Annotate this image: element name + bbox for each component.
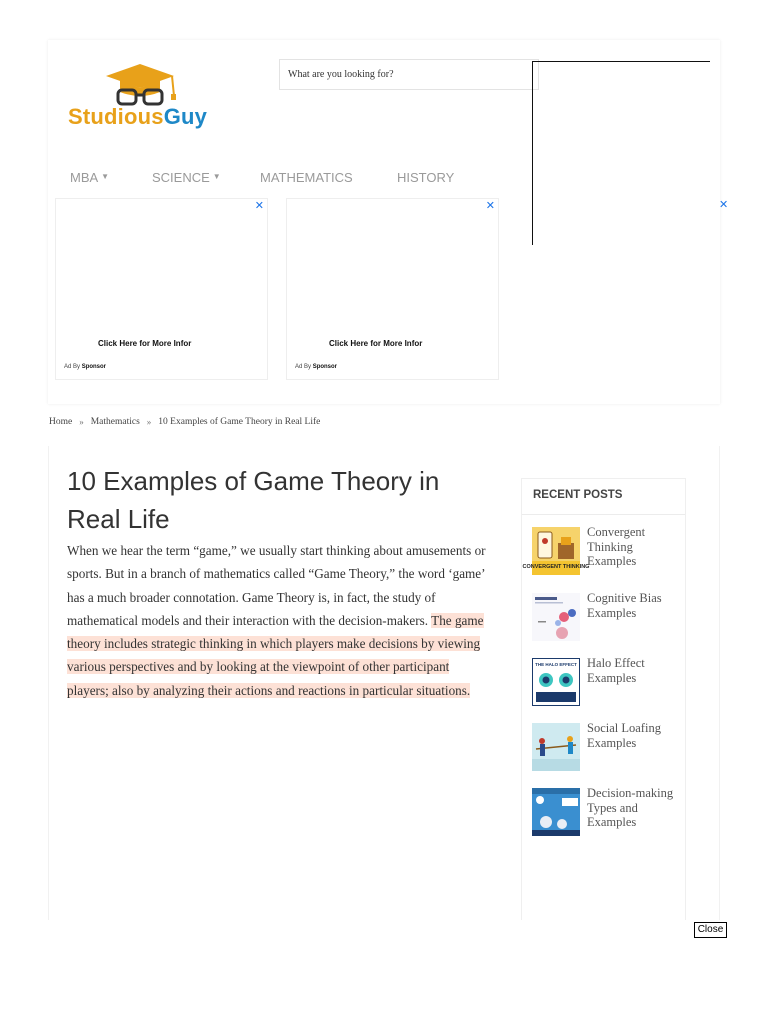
sidebar-heading: RECENT POSTS [522,479,685,515]
logo-text-guy: Guy [163,104,208,129]
breadcrumb-current: 10 Examples of Game Theory in Real Life [158,417,321,427]
close-icon[interactable]: ✕ [719,198,729,211]
recent-post-item[interactable] [532,788,682,836]
nav-item-label: MBA [70,170,99,185]
recent-post-title[interactable]: Convergent Thinking Examples [587,525,646,568]
logo-text-studious: Studious [68,104,164,129]
nav-item-mba[interactable] [70,170,109,185]
ad-sponsor: Sponsor [312,364,338,370]
caret-down-icon: ▼ [212,172,221,181]
breadcrumb-separator: » [79,417,84,427]
search-input[interactable] [280,60,538,89]
ad-cta-text[interactable]: Click Here for More Infor [98,339,192,348]
post-thumbnail[interactable] [532,788,580,836]
ad-by-prefix: Ad By [64,364,81,370]
breadcrumb-separator: » [146,417,152,427]
ad-cta-text[interactable]: Click Here for More Infor [329,339,423,348]
page-title: 10 Examples of Game Theory in Real Life [67,466,440,534]
post-thumbnail[interactable] [532,723,580,771]
recent-post-item[interactable] [522,525,682,575]
recent-posts-sidebar [521,478,686,920]
post-thumbnail[interactable] [532,658,580,706]
recent-post-item[interactable] [532,658,682,706]
recent-post-title[interactable]: Halo Effect Examples [587,656,645,685]
recent-post-title[interactable]: Social Loafing Examples [587,721,661,750]
article-highlight: The game theory includes strategic thinking in which players make decisions by viewing various perspectives and by looking at the viewpoint of other participant players; also by analyzing their actions and reactions in particular situations. [67,612,484,698]
search-box [279,59,539,90]
nav-item-mathematics[interactable] [260,170,353,185]
close-icon[interactable]: ✕ [485,199,495,212]
ad-banner-1[interactable] [55,198,268,380]
article-body [67,539,492,702]
post-thumbnail[interactable] [532,593,580,641]
recent-post-item[interactable] [532,723,682,771]
close-button[interactable]: Close [694,922,727,938]
nav-item-label: HISTORY [397,170,455,185]
post-thumbnail[interactable] [522,527,590,575]
ad-attribution [295,364,337,370]
ad-by-prefix: Ad By [295,364,312,370]
nav-item-label: SCIENCE [152,170,210,185]
breadcrumb-home[interactable]: Home [49,417,73,427]
site-logo-text[interactable] [68,104,207,130]
breadcrumb-mathematics[interactable]: Mathematics [90,417,140,427]
nav-item-history[interactable] [397,170,454,185]
breadcrumb [49,417,320,427]
thumb-caption: THE HALO EFFECT [535,662,577,667]
ad-attribution [64,364,106,370]
ad-banner-2[interactable] [286,198,499,380]
recent-post-item[interactable] [532,593,682,641]
nav-item-label: MATHEMATICS [260,170,353,185]
ad-frame-right [532,61,710,245]
close-icon[interactable]: ✕ [254,199,264,212]
thumb-caption: CONVERGENT THINKING [522,564,590,570]
recent-post-title[interactable]: Cognitive Bias Examples [587,591,662,620]
nav-item-science[interactable] [152,170,221,185]
ad-sponsor: Sponsor [81,364,107,370]
caret-down-icon: ▼ [101,172,110,181]
recent-post-title[interactable]: Decision-making Types and Examples [587,786,674,829]
article-intro: When we hear the term “game,” we usually start thinking about amusements or sports. But in a branch of mathematics called “Game Theory,” the word ‘game’ has a much broader connotation. Game Theory is, in fact, the study of mathematical models and their interaction with the decision-makers. [67,543,486,628]
